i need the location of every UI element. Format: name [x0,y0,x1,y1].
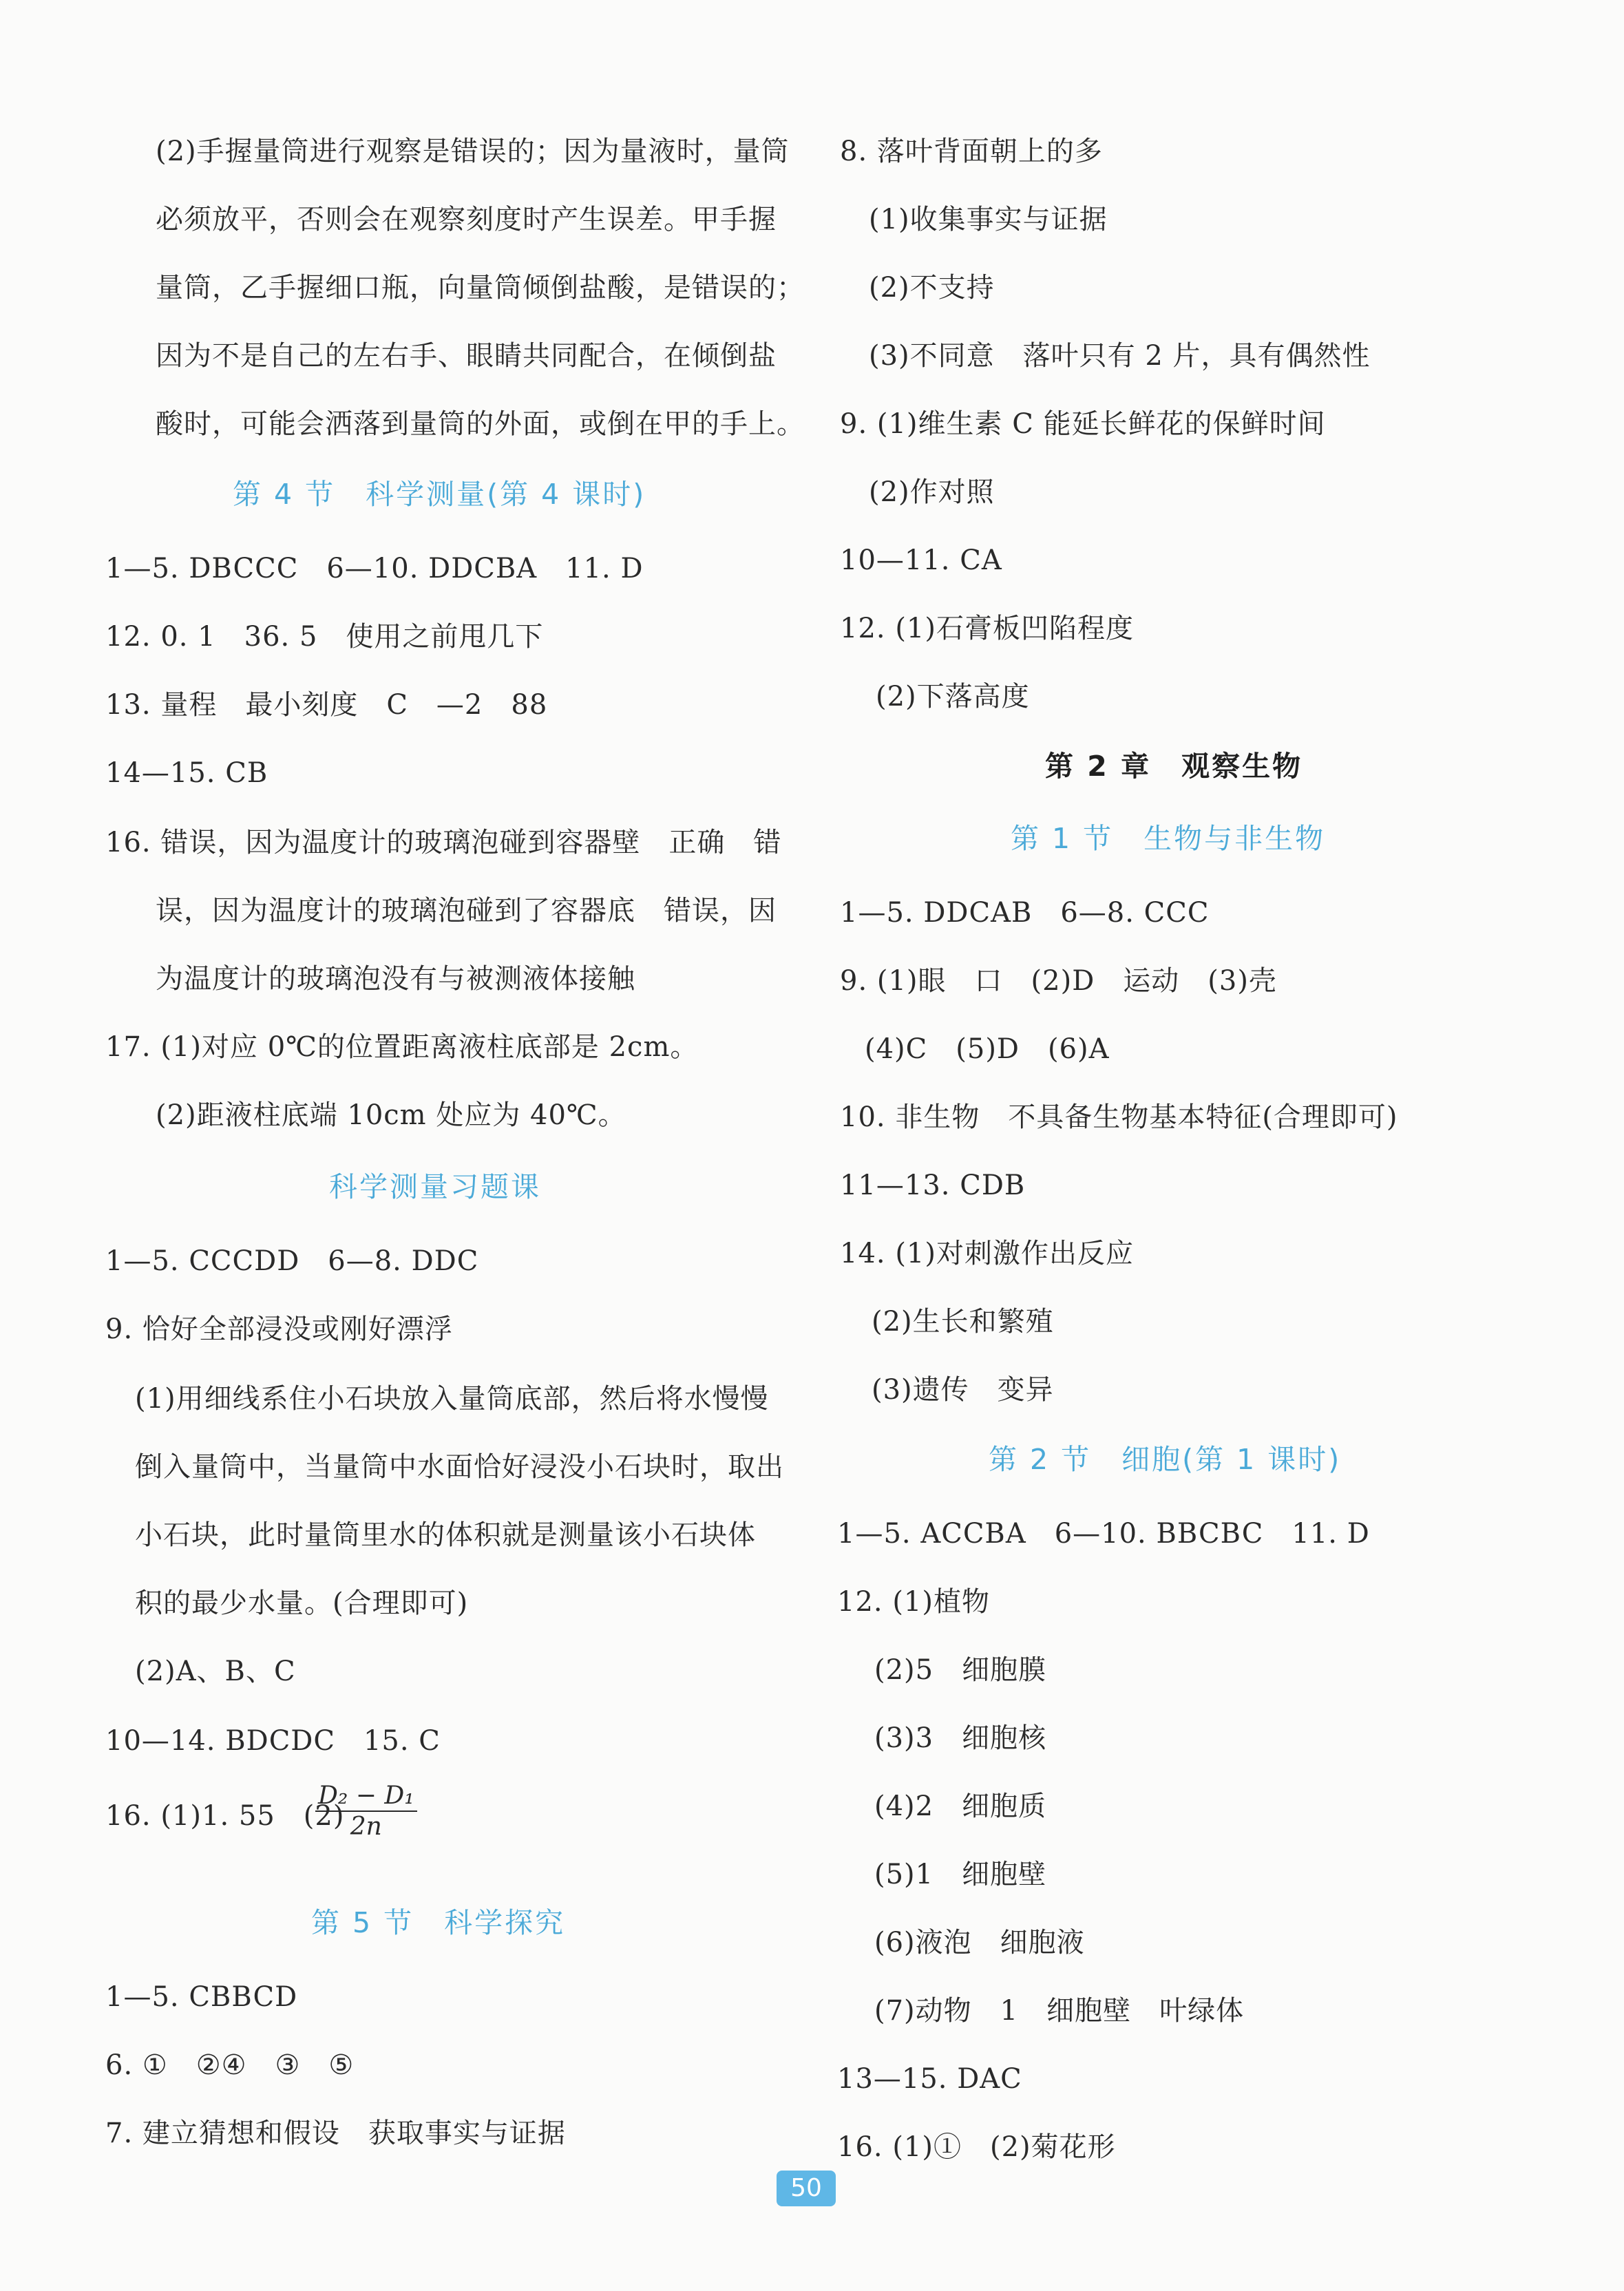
answer-line: (4)C (5)D (6)A [865,1033,1110,1065]
answer-line: 小石块，此时量筒里水的体积就是测量该小石块体 [135,1519,756,1551]
page-number-badge: 50 [777,2171,836,2206]
answer-line: (2)不支持 [869,272,995,304]
answer-line: 1—5. ACCBA 6—10. BBCBC 11. D [837,1518,1370,1550]
section-heading: 第 2 节 细胞(第 1 课时) [989,1443,1342,1476]
answer-line: (3)不同意 落叶只有 2 片，具有偶然性 [869,340,1371,372]
answer-line: 16. 错误，因为温度计的玻璃泡碰到容器壁 正确 错 [105,827,782,858]
answer-line: 1—5. DDCAB 6—8. CCC [840,897,1210,929]
section-heading: 第 4 节 科学测量(第 4 课时) [233,478,646,511]
answer-line: 倒入量筒中，当量筒中水面恰好浸没小石块时，取出 [135,1451,784,1483]
fraction-denominator: 2n [350,1813,382,1841]
answer-line: 16. (1)① (2)菊花形 [837,2131,1116,2163]
answer-line: (2)作对照 [869,476,995,508]
answer-line: 12. (1)石膏板凹陷程度 [840,613,1134,644]
answer-line: 1—5. CBBCD [105,1981,298,2013]
answer-line: 误，因为温度计的玻璃泡碰到了容器底 错误，因 [156,895,777,927]
answer-line: 因为不是自己的左右手、眼睛共同配合，在倾倒盐 [156,340,777,372]
answer-line: (7)动物 1 细胞壁 叶绿体 [874,1995,1245,2027]
answer-line: 10—11. CA [840,545,1002,576]
chapter-title: 第 2 章 观察生物 [1045,750,1303,783]
answer-line: (4)2 细胞质 [874,1791,1047,1822]
answer-line: 13—15. DAC [837,2063,1022,2095]
answer-line: 14. (1)对刺激作出反应 [840,1238,1134,1269]
answer-line: (2)生长和繁殖 [872,1306,1054,1338]
answer-line: 14—15. CB [105,757,268,789]
answer-line: (6)液泡 细胞液 [874,1927,1085,1959]
answer-line: (3)3 细胞核 [874,1722,1047,1754]
answer-line: 酸时，可能会洒落到量筒的外面，或倒在甲的手上。 [156,408,805,440]
section-heading: 第 5 节 科学探究 [311,1906,566,1939]
answer-line: (1)收集事实与证据 [869,204,1108,235]
answer-line: (1)用细线系住小石块放入量筒底部，然后将水慢慢 [135,1383,769,1415]
answer-line: 10—14. BDCDC 15. C [105,1725,441,1757]
answer-line: (5)1 细胞壁 [874,1859,1047,1890]
answer-line: 12. 0. 1 36. 5 使用之前甩几下 [105,621,544,653]
answer-line: 16. (1)1. 55 (2) [105,1800,345,1832]
answer-line: (2)5 细胞膜 [874,1654,1047,1686]
fraction [315,1782,417,1842]
answer-line: 1—5. CCCDD 6—8. DDC [105,1245,479,1277]
fraction-numerator: D₂ − D₁ [315,1782,417,1812]
answer-line: (3)遗传 变异 [872,1374,1054,1406]
answer-line: (2)手握量筒进行观察是错误的；因为量液时，量筒 [156,136,790,167]
answer-line: 10. 非生物 不具备生物基本特征(合理即可) [840,1101,1398,1133]
answer-line: 12. (1)植物 [837,1586,990,1618]
answer-line: 必须放平，否则会在观察刻度时产生误差。甲手握 [156,204,777,235]
answer-line: (2)下落高度 [876,681,1030,712]
answer-line: 8. 落叶背面朝上的多 [840,136,1103,167]
answer-line: 9. (1)眼 口 (2)D 运动 (3)壳 [840,965,1277,997]
answer-line: (2)A、B、C [135,1656,296,1687]
answer-line: 13. 量程 最小刻度 C —2 88 [105,689,548,721]
answer-line: 6. ① ②④ ③ ⑤ [105,2049,355,2081]
section-heading: 科学测量习题课 [329,1170,541,1203]
section-heading: 第 1 节 生物与非生物 [1011,822,1326,855]
answer-line: 17. (1)对应 0℃的位置距离液柱底部是 2cm。 [105,1031,699,1063]
answer-line: 1—5. DBCCC 6—10. DDCBA 11. D [105,553,644,584]
answer-line: 9. 恰好全部浸没或刚好漂浮 [105,1313,453,1345]
answer-line: 9. (1)维生素 C 能延长鲜花的保鲜时间 [840,408,1326,440]
answer-line: 量筒，乙手握细口瓶，向量筒倾倒盐酸，是错误的； [156,272,805,304]
answer-line: 积的最少水量。(合理即可) [135,1587,469,1619]
answer-line: 7. 建立猜想和假设 获取事实与证据 [105,2118,566,2149]
answer-line: 为温度计的玻璃泡没有与被测液体接触 [156,963,635,995]
answer-line: (2)距液柱底端 10cm 处应为 40℃。 [156,1099,626,1131]
answer-line: 11—13. CDB [840,1170,1026,1201]
